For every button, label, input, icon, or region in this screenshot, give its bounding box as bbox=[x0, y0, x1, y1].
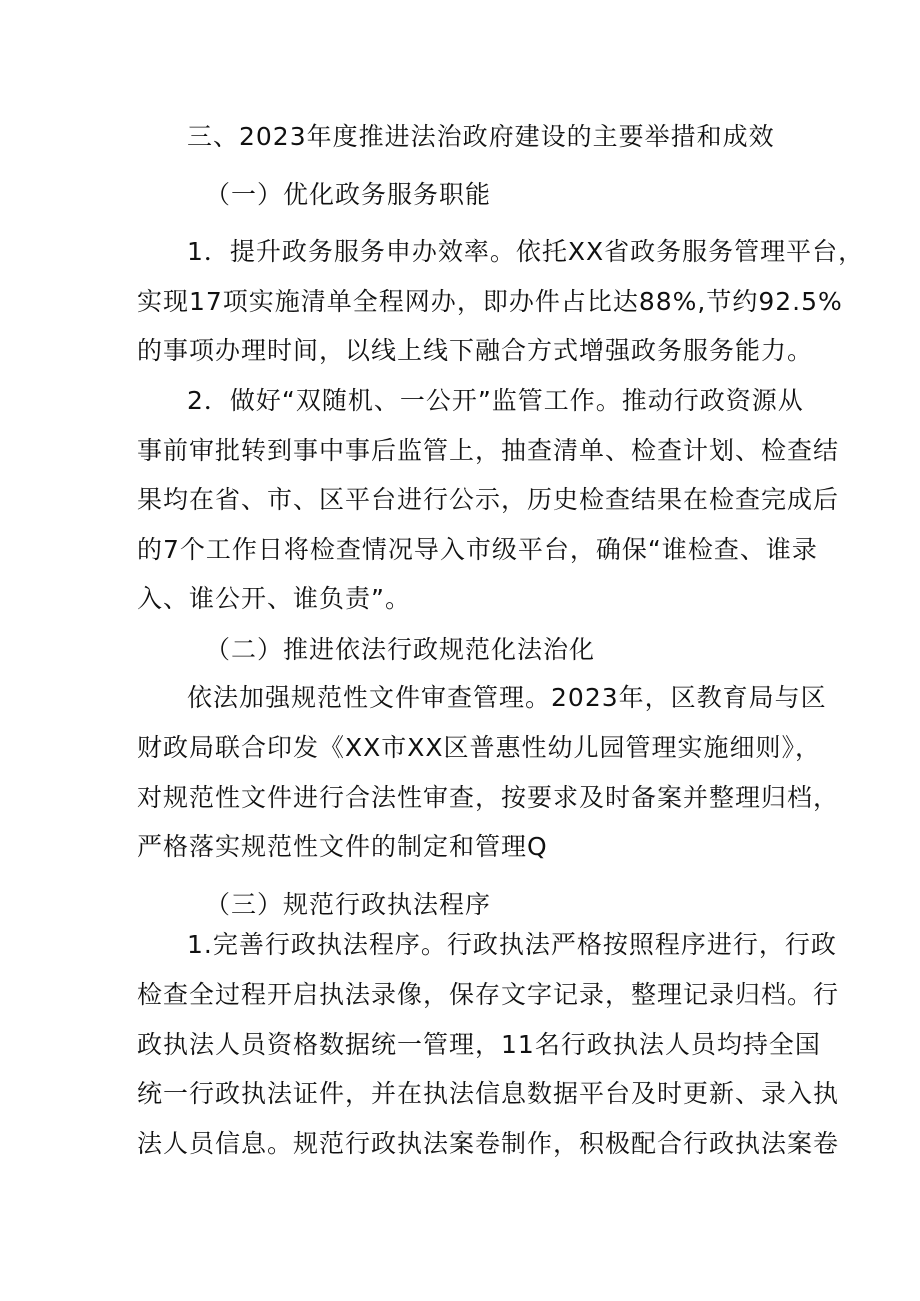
paragraph-line: 财政局联合印发《XX市XX区普惠性幼儿园管理实施细则》， bbox=[137, 733, 822, 762]
subsection-heading: （三）规范行政执法程序 bbox=[205, 890, 492, 919]
paragraph-line: 法人员信息。规范行政执法案卷制作，积极配合行政执法案卷 bbox=[137, 1129, 840, 1158]
paragraph-line: 1．提升政务服务申办效率。依托XX省政务服务管理平台， bbox=[187, 237, 865, 266]
paragraph-line: 的事项办理时间，以线上线下融合方式增强政务服务能力。 bbox=[137, 336, 814, 365]
paragraph-line: 统一行政执法证件，并在执法信息数据平台及时更新、录入执 bbox=[137, 1079, 840, 1108]
paragraph-line: 的7个工作日将检查情况导入市级平台，确保“谁检查、谁录 bbox=[137, 535, 818, 564]
paragraph-line: 政执法人员资格数据统一管理，11名行政执法人员均持全国 bbox=[137, 1030, 821, 1059]
paragraph-line: 事前审批转到事中事后监管上，抽查清单、检查计划、检查结 bbox=[137, 436, 840, 465]
paragraph-line: 检查全过程开启执法录像，保存文字记录，整理记录归档。行 bbox=[137, 980, 840, 1009]
paragraph-line: 入、谁公开、谁负责”。 bbox=[137, 584, 411, 613]
subsection-heading: （一）优化政务服务职能 bbox=[205, 180, 492, 209]
paragraph-line: 实现17项实施清单全程网办，即办件占比达88%,节约92.5% bbox=[137, 287, 843, 316]
paragraph-line: 果均在省、市、区平台进行公示，历史检查结果在检查完成后 bbox=[137, 485, 840, 514]
paragraph-line: 依法加强规范性文件审查管理。2023年，区教育局与区 bbox=[187, 683, 827, 712]
paragraph-line: 严格落实规范性文件的制定和管理Q bbox=[137, 832, 548, 861]
paragraph-line: 对规范性文件进行合法性审查，按要求及时备案并整理归档， bbox=[137, 783, 840, 812]
subsection-heading: （二）推进依法行政规范化法治化 bbox=[205, 635, 596, 664]
paragraph-line: 2．做好“双随机、一公开”监管工作。推动行政资源从 bbox=[187, 386, 804, 415]
paragraph-line: 1.完善行政执法程序。行政执法严格按照程序进行，行政 bbox=[187, 930, 837, 959]
section-heading: 三、2023年度推进法治政府建设的主要举措和成效 bbox=[187, 122, 775, 151]
